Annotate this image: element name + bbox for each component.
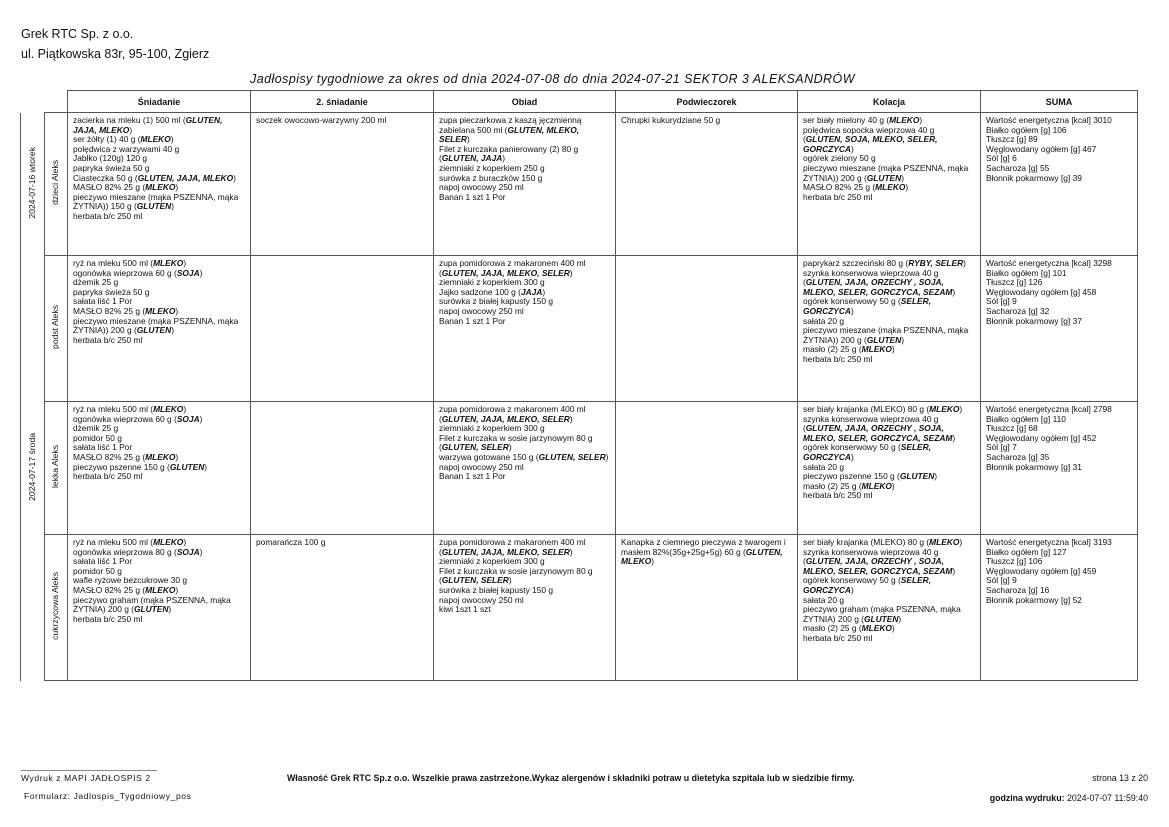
column-header-2-sniadanie: 2. śniadanie (251, 91, 434, 113)
allergen-list: GLUTEN, JAJA, MLEKO (137, 172, 234, 183)
diet-name-cell (45, 535, 68, 681)
allergen-list: SOJA (176, 413, 200, 424)
table-row (21, 402, 1138, 535)
meal-cell-sniadanie (68, 256, 251, 402)
allergen-list: JAJA (520, 286, 543, 297)
meal-text: paprykarz szczeciński 80 g (RYBY, SELER) szynka konserwowa wieprzowa 40 g (GLUTEN, JAJA, ORZECHY , SOJA, MLEKO, SELER, GORCZYCA, SEZAM) ogórek konserwowy 50 g (SELER, GORCZYCA) sałata 20 g pieczywo mieszane (mąka PSZENNA, mąka ŻYTNIA)) 200 g (GLUTEN) masło (2) 25 g (MLEKO) herbata b/c 250 ml (803, 258, 969, 364)
allergen-list: GLUTEN (899, 471, 935, 482)
allergen-list: GLUTEN (866, 172, 902, 183)
allergen-list: GLUTEN, MLEKO (621, 546, 783, 567)
meal-text: ryż na mleku 500 ml (MLEKO) ogonówka wieprzowa 80 g (SOJA) sałata liść 1 Por pomidor 50 g wafle ryżowe bezcukrowe 30 g MASŁO 82% 25 g (MLEKO) pieczywo graham (mąka PSZENNA, mąka ŻYTNIA) 200 g (GLUTEN) herbata b/c 250 ml (73, 537, 231, 624)
allergen-list: GLUTEN, JAJA, ORZECHY , SOJA, MLEKO, SELER, GORCZYCA, SEZAM (803, 423, 953, 443)
meal-text: Kanapka z ciemnego pieczywa z twarogem i masłem 82%(35g+25g+5g) 60 g (GLUTEN, MLEKO) (621, 537, 786, 567)
print-time (990, 793, 1148, 803)
page-number: strona 13 z 20 (1092, 773, 1148, 783)
allergen-list: MLEKO (929, 537, 960, 547)
meal-cell-suma (981, 535, 1138, 681)
header-spacer (45, 91, 68, 113)
allergen-list: MLEKO (861, 480, 892, 491)
allergen-list: MLEKO (875, 182, 906, 193)
nutrition-summary: Wartość energetyczna [kcal] 3010 Białko ogółem [g] 106 Tłuszcz [g] 89 Węglowodany ogółem [g] 467 Sól [g] 6 Sacharoza [g] 55 Błonnik pokarmowy [g] 39 (986, 115, 1112, 183)
allergen-list: GLUTEN, JAJA, MLEKO, SELER (441, 546, 570, 557)
meal-cell-obiad (434, 402, 616, 535)
meal-cell-kolacja (798, 535, 981, 681)
header-spacer (21, 91, 45, 113)
day-date-cell (21, 256, 45, 681)
day-date: 2024-07-16 wtorek (26, 146, 37, 219)
company-name: Grek RTC Sp. z o.o. (21, 27, 134, 41)
meal-cell-2-sniadanie (251, 256, 434, 402)
meal-cell-podwieczorek (616, 113, 798, 256)
allergen-list: GLUTEN, JAJA, ORZECHY , SOJA, MLEKO, SELER, GORCZYCA, SEZAM (803, 556, 953, 576)
company-header (21, 24, 209, 64)
allergen-list: GLUTEN (136, 201, 172, 212)
allergen-list: GLUTEN, SELER (441, 575, 509, 586)
allergen-list: GLUTEN, SOJA, MLEKO, SELER, GORCZYCA (803, 134, 938, 154)
column-header-kolacja: Kolacja (798, 91, 981, 113)
meal-text: zupa pieczarkowa z kaszą jęczmienną zabielana 500 ml (GLUTEN, MLEKO, SELER) Filet z kurczaka panierowany (2) 80 g (GLUTEN, JAJA) ziemniaki z koperkiem 250 g surówka z buraczków 150 g napoj owocowy 250 ml Banan 1 szt 1 Por (439, 115, 582, 202)
meal-cell-2-sniadanie (251, 113, 434, 256)
allergen-list: MLEKO (140, 134, 171, 145)
meal-cell-suma (981, 113, 1138, 256)
allergen-list: GLUTEN, JAJA, MLEKO (73, 115, 223, 135)
menu-table (20, 90, 1138, 681)
meal-text: pomarańcza 100 g (256, 537, 326, 547)
meal-cell-sniadanie (68, 113, 251, 256)
company-address: ul. Piątkowska 83r, 95-100, Zgierz (21, 47, 210, 61)
allergen-list: MLEKO (153, 258, 184, 268)
meal-text: ser biały krajanka (MLEKO) 80 g (MLEKO) szynka konserwowa wieprzowa 40 g (GLUTEN, JAJA, ORZECHY , SOJA, MLEKO, SELER, GORCZYCA, SEZAM) ogórek konserwowy 50 g (SELER, GORCZYCA) sałata 20 g pieczywo pszenne 150 g (GLUTEN) masło (2) 25 g (MLEKO) herbata b/c 250 ml (803, 404, 963, 501)
allergen-list: GLUTEN, JAJA, MLEKO, SELER (441, 267, 570, 278)
diet-name-cell (45, 256, 68, 402)
allergen-list: GLUTEN, MLEKO, SELER (439, 124, 580, 145)
allergen-list: SELER, GORCZYCA (803, 442, 932, 462)
diet-name: lekka Aleks (50, 445, 61, 489)
day-date: 2024-07-17 środa (26, 432, 37, 501)
allergen-list: SELER, GORCZYCA (803, 296, 932, 316)
meal-cell-podwieczorek (616, 402, 798, 535)
allergen-list: GLUTEN (136, 325, 172, 336)
meal-text: zacierka na mleku (1) 500 ml (GLUTEN, JAJA, MLEKO) ser żółty (1) 40 g (MLEKO) polędwica z warzywami 40 g Jabłko (120g) 120 g papryka świeża 50 g Ciasteczka 50 g (GLUTEN, JAJA, MLEKO) MASŁO 82% 25 g (MLEKO) pieczywo mieszane (mąka PSZENNA, mąka ŻYTNIA)) 150 g (GLUTEN) herbata b/c 250 ml (73, 115, 239, 221)
meal-text: ryż na mleku 500 ml (MLEKO) ogonówka wieprzowa 60 g (SOJA) dżemik 25 g papryka świeża 50 g sałata liść 1 Por MASŁO 82% 25 g (MLEKO) pieczywo mieszane (mąka PSZENNA, mąka ŻYTNIA)) 200 g (GLUTEN) herbata b/c 250 ml (73, 258, 239, 345)
allergen-list: GLUTEN (133, 604, 169, 615)
meal-text: ser biały krajanka (MLEKO) 80 g (MLEKO) szynka konserwowa wieprzowa 40 g (GLUTEN, JAJA, ORZECHY , SOJA, MLEKO, SELER, GORCZYCA, SEZAM) ogórek konserwowy 50 g (SELER, GORCZYCA) sałata 20 g pieczywo graham (mąka PSZENNA, mąka ŻYTNIA) 200 g (GLUTEN) masło (2) 25 g (MLEKO) herbata b/c 250 ml (803, 537, 963, 643)
meal-text: soczek owocowo-warzywny 200 ml (256, 115, 387, 125)
day-date-cell (21, 113, 45, 256)
allergen-list: MLEKO (861, 623, 892, 634)
meal-cell-kolacja (798, 113, 981, 256)
print-time-value: 2024-07-07 11:59:40 (1066, 793, 1148, 803)
allergen-list: GLUTEN, JAJA (441, 153, 503, 164)
allergen-list: SOJA (176, 546, 200, 557)
nutrition-summary: Wartość energetyczna [kcal] 3298 Białko ogółem [g] 101 Tłuszcz [g] 126 Węglowodany ogółem [g] 458 Sól [g] 9 Sacharoza [g] 32 Błonnik pokarmowy [g] 37 (986, 258, 1112, 326)
allergen-list: MLEKO (145, 584, 176, 595)
document-title: Jadłospisy tygodniowe za okres od dnia 2024-07-08 do dnia 2024-07-21 SEKTOR 3 ALEKSANDRÓW (250, 72, 855, 86)
meal-text: ryż na mleku 500 ml (MLEKO) ogonówka wieprzowa 60 g (SOJA) dżemik 25 g pomidor 50 g sałata liść 1 Por MASŁO 82% 25 g (MLEKO) pieczywo pszenne 150 g (GLUTEN) herbata b/c 250 ml (73, 404, 208, 482)
allergen-list: MLEKO (153, 537, 184, 547)
header-row (21, 91, 1138, 113)
allergen-list: GLUTEN (863, 613, 899, 624)
column-header-obiad: Obiad (434, 91, 616, 113)
meal-cell-suma (981, 402, 1138, 535)
table-row (21, 535, 1138, 681)
allergen-list: MLEKO (889, 115, 920, 125)
allergen-list: GLUTEN, SELER (441, 442, 509, 453)
allergen-list: MLEKO (145, 451, 176, 462)
allergen-list: GLUTEN, JAJA, MLEKO, SELER (441, 413, 570, 424)
allergen-list: GLUTEN (866, 334, 902, 345)
meal-cell-kolacja (798, 402, 981, 535)
footer-printout: Wydruk z MAPI JADŁOSPIS 2 (21, 773, 151, 783)
footer-divider (21, 770, 157, 771)
meal-cell-obiad (434, 113, 616, 256)
diet-name: cukrzycowa Aleks (50, 572, 61, 641)
allergen-list: SELER, GORCZYCA (803, 575, 932, 595)
allergen-list: SOJA (176, 267, 200, 278)
meal-text: zupa pomidorowa z makaronem 400 ml (GLUTEN, JAJA, MLEKO, SELER) ziemniaki z koperkiem 300 g Jajko sadzone 100 g (JAJA) surówka z białej kapusty 150 g napoj owocowy 250 ml Banan 1 szt 1 Por (439, 258, 586, 326)
meal-text: ser biały mielony 40 g (MLEKO) polędwica sopocka wieprzowa 40 g (GLUTEN, SOJA, MLEKO, SELER, GORCZYCA) ogórek zielony 50 g pieczywo mieszane (mąka PSZENNA, mąka ŻYTNIA)) 200 g (GLUTEN) MASŁO 82% 25 g (MLEKO) herbata b/c 250 ml (803, 115, 969, 202)
meal-cell-sniadanie (68, 402, 251, 535)
allergen-list: GLUTEN, JAJA, ORZECHY , SOJA, MLEKO, SELER, GORCZYCA, SEZAM (803, 277, 953, 297)
table-row (21, 256, 1138, 402)
allergen-list: MLEKO (929, 404, 960, 414)
meal-cell-suma (981, 256, 1138, 402)
diet-name: podst Aleks (50, 305, 61, 350)
diet-name-cell (45, 402, 68, 535)
meal-cell-2-sniadanie (251, 402, 434, 535)
print-time-label: godzina wydruku: (989, 793, 1065, 803)
meal-cell-kolacja (798, 256, 981, 402)
meal-text: Chrupki kukurydziane 50 g (621, 115, 721, 125)
table-row (21, 113, 1138, 256)
meal-cell-podwieczorek (616, 535, 798, 681)
meal-cell-sniadanie (68, 535, 251, 681)
allergen-list: MLEKO (145, 182, 176, 193)
nutrition-summary: Wartość energetyczna [kcal] 2798 Białko ogółem [g] 110 Tłuszcz [g] 68 Węglowodany ogółem [g] 452 Sól [g] 7 Sacharoza [g] 35 Błonnik pokarmowy [g] 31 (986, 404, 1112, 472)
meal-cell-2-sniadanie (251, 535, 434, 681)
allergen-list: RYBY, SELER (908, 258, 964, 268)
meal-cell-obiad (434, 535, 616, 681)
column-header-podwieczorek: Podwieczorek (616, 91, 798, 113)
meal-cell-obiad (434, 256, 616, 402)
allergen-list: MLEKO (145, 305, 176, 316)
allergen-list: MLEKO (153, 404, 184, 414)
meal-cell-podwieczorek (616, 256, 798, 402)
nutrition-summary: Wartość energetyczna [kcal] 3193 Białko ogółem [g] 127 Tłuszcz [g] 106 Węglowodany ogółem [g] 459 Sól [g] 9 Sacharoza [g] 16 Błonnik pokarmowy [g] 52 (986, 537, 1112, 605)
column-header-suma: SUMA (981, 91, 1138, 113)
footer-notice: Własność Grek RTC Sp.z o.o. Wszelkie prawa zastrzeżone.Wykaz alergenów i składniki potraw u dietetyka szpitala lub w siedzibie firmy. (287, 773, 855, 783)
meal-text: zupa pomidorowa z makaronem 400 ml (GLUTEN, JAJA, MLEKO, SELER) ziemniaki z koperkiem 300 g Filet z kurczaka w sosie jarzynowym 80 g (GLUTEN, SELER) warzywa gotowane 150 g (GLUTEN, SELER) napoj owocowy 250 ml Banan 1 szt 1 Por (439, 404, 609, 482)
column-header-sniadanie: Śniadanie (68, 91, 251, 113)
allergen-list: GLUTEN, SELER (538, 451, 606, 462)
meal-text: zupa pomidorowa z makaronem 400 ml (GLUTEN, JAJA, MLEKO, SELER) ziemniaki z koperkiem 300 g Filet z kurczaka w sosie jarzynowym 80 g (GLUTEN, SELER) surówka z białej kapusty 150 g napoj owocowy 250 ml kiwi 1szt 1 szt (439, 537, 593, 615)
diet-name-cell (45, 113, 68, 256)
allergen-list: MLEKO (861, 344, 892, 355)
footer-form: Formularz: Jadlospis_Tygodniowy_pos (24, 791, 192, 801)
diet-name: dzieci Aleks (50, 160, 61, 206)
allergen-list: GLUTEN (169, 461, 205, 472)
